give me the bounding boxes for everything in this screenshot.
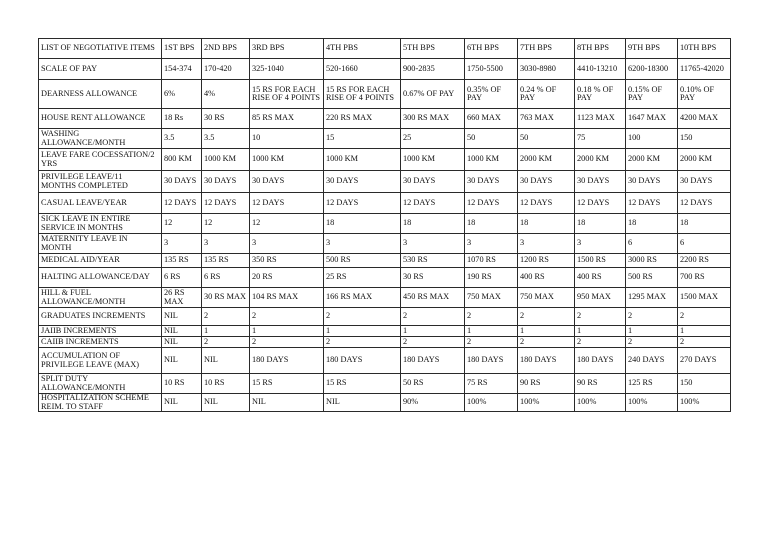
header-cell: 1ST BPS [162, 39, 202, 59]
table-cell: 12 DAYS [401, 193, 465, 214]
table-cell: 150 [678, 374, 731, 394]
table-cell: 30 DAYS [162, 171, 202, 193]
row-label: HOUSE RENT ALLOWANCE [39, 109, 162, 129]
table-cell: 15 RS FOR EACH RISE OF 4 POINTS [250, 80, 324, 109]
table-cell: 75 RS [465, 374, 518, 394]
table-row [39, 268, 731, 288]
table-cell: 1500 RS [575, 254, 626, 268]
table-cell: 1 [250, 326, 324, 337]
table-cell: 15 RS [324, 374, 401, 394]
table-cell: 240 DAYS [626, 348, 678, 374]
table-cell: 30 DAYS [202, 171, 250, 193]
table-cell: 50 [465, 129, 518, 149]
table-cell: 1 [202, 326, 250, 337]
table-cell: 100% [678, 394, 731, 412]
table-cell: 30 RS MAX [202, 288, 250, 308]
table-cell: 660 MAX [465, 109, 518, 129]
table-cell: 12 DAYS [250, 193, 324, 214]
table-cell: 180 DAYS [250, 348, 324, 374]
table-cell: 30 DAYS [518, 171, 575, 193]
table-cell: 154-374 [162, 59, 202, 80]
table-cell: 2 [401, 308, 465, 326]
table-cell: 0.67% OF PAY [401, 80, 465, 109]
table-cell: 12 [250, 214, 324, 234]
table-cell: NIL [250, 394, 324, 412]
table-cell: 220 RS MAX [324, 109, 401, 129]
table-cell: NIL [162, 394, 202, 412]
negotiated-items-table [38, 38, 731, 412]
table-cell: 26 RS MAX [162, 288, 202, 308]
table-cell: 1200 RS [518, 254, 575, 268]
table-cell: 100% [575, 394, 626, 412]
table-cell: 3 [518, 234, 575, 254]
table-cell: 170-420 [202, 59, 250, 80]
row-label: JAIIB INCREMENTS [39, 326, 162, 337]
table-cell: 3000 RS [626, 254, 678, 268]
table-cell: 2 [250, 308, 324, 326]
table-cell: 2000 KM [575, 149, 626, 171]
table-cell: 2 [626, 337, 678, 348]
table-cell: 12 DAYS [162, 193, 202, 214]
table-cell: 12 DAYS [626, 193, 678, 214]
table-cell: 3 [401, 234, 465, 254]
table-cell: 1 [465, 326, 518, 337]
table-cell: 25 [401, 129, 465, 149]
table-cell: 100% [518, 394, 575, 412]
table-cell: 4410-13210 [575, 59, 626, 80]
table-cell: 1000 KM [324, 149, 401, 171]
table-cell: 12 DAYS [324, 193, 401, 214]
table-cell: 12 DAYS [202, 193, 250, 214]
table-cell: 100% [465, 394, 518, 412]
table-cell: 500 RS [324, 254, 401, 268]
table-cell: 3 [324, 234, 401, 254]
table-cell: 2 [202, 337, 250, 348]
table-cell: 2000 KM [678, 149, 731, 171]
table-cell: 1123 MAX [575, 109, 626, 129]
table-cell: NIL [202, 394, 250, 412]
table-cell: NIL [162, 326, 202, 337]
table-row [39, 214, 731, 234]
table-cell: 1 [518, 326, 575, 337]
header-cell: 5TH BPS [401, 39, 465, 59]
table-cell: 1750-5500 [465, 59, 518, 80]
table-row [39, 374, 731, 394]
table-cell: 2 [518, 308, 575, 326]
table-cell: 30 DAYS [626, 171, 678, 193]
table-cell: 166 RS MAX [324, 288, 401, 308]
row-label: SICK LEAVE IN ENTIRE SERVICE IN MONTHS [39, 214, 162, 234]
table-cell: 300 RS MAX [401, 109, 465, 129]
table-cell: 15 RS FOR EACH RISE OF 4 POINTS [324, 80, 401, 109]
table-cell: 150 [678, 129, 731, 149]
table-cell: 520-1660 [324, 59, 401, 80]
row-label: PRIVILEGE LEAVE/11 MONTHS COMPLETED [39, 171, 162, 193]
table-cell: 0.10% OF PAY [678, 80, 731, 109]
table-cell: 1295 MAX [626, 288, 678, 308]
table-cell: 763 MAX [518, 109, 575, 129]
table-cell: 135 RS [162, 254, 202, 268]
table-row [39, 394, 731, 412]
table-cell: 0.18 % OF PAY [575, 80, 626, 109]
table-cell: 30 DAYS [401, 171, 465, 193]
table-cell: 12 DAYS [575, 193, 626, 214]
row-label: CAIIB INCREMENTS [39, 337, 162, 348]
table-cell: 1 [626, 326, 678, 337]
table-cell: 750 MAX [518, 288, 575, 308]
table-cell: 90% [401, 394, 465, 412]
table-cell: 2 [626, 308, 678, 326]
table-cell: 11765-42020 [678, 59, 731, 80]
table-row [39, 109, 731, 129]
table-cell: 3 [575, 234, 626, 254]
table-cell: 270 DAYS [678, 348, 731, 374]
table-cell: 950 MAX [575, 288, 626, 308]
row-label: SCALE OF PAY [39, 59, 162, 80]
table-cell: 6% [162, 80, 202, 109]
table-cell: 2 [518, 337, 575, 348]
table-cell: 2 [678, 337, 731, 348]
table-cell: 2 [678, 308, 731, 326]
table-row [39, 288, 731, 308]
table-cell: NIL [162, 348, 202, 374]
table-row [39, 193, 731, 214]
table-cell: 1 [324, 326, 401, 337]
table-row [39, 326, 731, 337]
table-cell: 12 DAYS [678, 193, 731, 214]
table-cell: 1 [678, 326, 731, 337]
table-cell: 530 RS [401, 254, 465, 268]
table-cell: 450 RS MAX [401, 288, 465, 308]
table-cell: 800 KM [162, 149, 202, 171]
table-cell: 12 [162, 214, 202, 234]
table-cell: 25 RS [324, 268, 401, 288]
table-cell: NIL [162, 308, 202, 326]
table-cell: 6 [678, 234, 731, 254]
table-cell: 3 [250, 234, 324, 254]
table-cell: 1070 RS [465, 254, 518, 268]
table-row [39, 234, 731, 254]
row-label: GRADUATES INCREMENTS [39, 308, 162, 326]
table-cell: 85 RS MAX [250, 109, 324, 129]
table-cell: 18 [324, 214, 401, 234]
table-body [39, 39, 731, 412]
table-row [39, 254, 731, 268]
table-row [39, 308, 731, 326]
table-cell: 0.15% OF PAY [626, 80, 678, 109]
table-cell: 1000 KM [202, 149, 250, 171]
table-cell: 900-2835 [401, 59, 465, 80]
table-cell: 180 DAYS [401, 348, 465, 374]
table-cell: 30 DAYS [465, 171, 518, 193]
table-cell: 18 [626, 214, 678, 234]
row-label: HILL & FUEL ALLOWANCE/MONTH [39, 288, 162, 308]
table-cell: 2 [575, 337, 626, 348]
table-cell: 2 [324, 337, 401, 348]
table-cell: 3.5 [202, 129, 250, 149]
table-cell: 0.35% OF PAY [465, 80, 518, 109]
table-cell: 18 [401, 214, 465, 234]
table-cell: 30 DAYS [324, 171, 401, 193]
table-cell: 1000 KM [401, 149, 465, 171]
table-cell: 12 [202, 214, 250, 234]
table-cell: 1 [401, 326, 465, 337]
table-row [39, 337, 731, 348]
table-cell: 6 RS [162, 268, 202, 288]
table-cell: 2000 KM [626, 149, 678, 171]
table-cell: 6 RS [202, 268, 250, 288]
table-cell: 180 DAYS [575, 348, 626, 374]
table-cell: 2 [401, 337, 465, 348]
table-cell: 30 RS [401, 268, 465, 288]
table-cell: 15 RS [250, 374, 324, 394]
table-cell: 6 [626, 234, 678, 254]
table-cell: 3 [162, 234, 202, 254]
header-cell: 3RD BPS [250, 39, 324, 59]
row-label: HOSPITALIZATION SCHEME REIM. TO STAFF [39, 394, 162, 412]
table-cell: 90 RS [518, 374, 575, 394]
table-cell: 12 DAYS [518, 193, 575, 214]
table-cell: 18 [678, 214, 731, 234]
table-row [39, 171, 731, 193]
table-cell: 1647 MAX [626, 109, 678, 129]
table-cell: 12 DAYS [465, 193, 518, 214]
table-cell: 2 [465, 308, 518, 326]
table-cell: 50 RS [401, 374, 465, 394]
row-label: SPLIT DUTY ALLOWANCE/MONTH [39, 374, 162, 394]
table-row [39, 129, 731, 149]
table-cell: 3 [202, 234, 250, 254]
table-cell: 2200 RS [678, 254, 731, 268]
table-cell: 400 RS [518, 268, 575, 288]
table-cell: 18 Rs [162, 109, 202, 129]
header-cell: 6TH BPS [465, 39, 518, 59]
row-label: HALTING ALLOWANCE/DAY [39, 268, 162, 288]
table-cell: 6200-18300 [626, 59, 678, 80]
table-cell: 18 [465, 214, 518, 234]
header-cell: 2ND BPS [202, 39, 250, 59]
table-cell: 400 RS [575, 268, 626, 288]
table-row [39, 59, 731, 80]
row-label: CASUAL LEAVE/YEAR [39, 193, 162, 214]
table-cell: 125 RS [626, 374, 678, 394]
table-cell: NIL [162, 337, 202, 348]
table-cell: 325-1040 [250, 59, 324, 80]
table-cell: 30 DAYS [678, 171, 731, 193]
table-cell: 2 [202, 308, 250, 326]
table-cell: 0.24 % OF PAY [518, 80, 575, 109]
table-cell: 2 [324, 308, 401, 326]
table-cell: 15 [324, 129, 401, 149]
table-cell: 3.5 [162, 129, 202, 149]
table-cell: 4% [202, 80, 250, 109]
header-cell: LIST OF NEGOTIATIVE ITEMS [39, 39, 162, 59]
table-cell: 1000 KM [250, 149, 324, 171]
table-cell: 100% [626, 394, 678, 412]
header-cell: 8TH BPS [575, 39, 626, 59]
table-row [39, 80, 731, 109]
table-cell: 1500 MAX [678, 288, 731, 308]
header-cell: 10TH BPS [678, 39, 731, 59]
table-cell: 180 DAYS [324, 348, 401, 374]
table-row [39, 348, 731, 374]
table-cell: NIL [324, 394, 401, 412]
table-cell: 2 [250, 337, 324, 348]
table-cell: 1 [575, 326, 626, 337]
header-cell: 9TH BPS [626, 39, 678, 59]
header-cell: 4TH PBS [324, 39, 401, 59]
table-cell: 10 RS [202, 374, 250, 394]
table-cell: 30 DAYS [250, 171, 324, 193]
table-cell: 750 MAX [465, 288, 518, 308]
table-cell: 104 RS MAX [250, 288, 324, 308]
table-cell: 180 DAYS [518, 348, 575, 374]
table-cell: 2 [465, 337, 518, 348]
table-cell: 4200 MAX [678, 109, 731, 129]
table-cell: 90 RS [575, 374, 626, 394]
table-cell: 100 [626, 129, 678, 149]
table-cell: NIL [202, 348, 250, 374]
row-label: WASHING ALLOWANCE/MONTH [39, 129, 162, 149]
table-cell: 180 DAYS [465, 348, 518, 374]
table-cell: 500 RS [626, 268, 678, 288]
table-cell: 75 [575, 129, 626, 149]
row-label: ACCUMULATION OF PRIVILEGE LEAVE (MAX) [39, 348, 162, 374]
table-cell: 18 [518, 214, 575, 234]
table-cell: 2 [575, 308, 626, 326]
row-label: MATERNITY LEAVE IN MONTH [39, 234, 162, 254]
table-cell: 10 RS [162, 374, 202, 394]
row-label: LEAVE FARE COCESSATION/2 YRS [39, 149, 162, 171]
table-cell: 30 RS [202, 109, 250, 129]
table-cell: 3 [465, 234, 518, 254]
table-cell: 50 [518, 129, 575, 149]
table-cell: 18 [575, 214, 626, 234]
table-cell: 30 DAYS [575, 171, 626, 193]
table-cell: 1000 KM [465, 149, 518, 171]
header-cell: 7TH BPS [518, 39, 575, 59]
table-cell: 3030-8980 [518, 59, 575, 80]
table-cell: 2000 KM [518, 149, 575, 171]
header-row [39, 39, 731, 59]
table-cell: 700 RS [678, 268, 731, 288]
table-cell: 135 RS [202, 254, 250, 268]
table-cell: 350 RS [250, 254, 324, 268]
table-cell: 10 [250, 129, 324, 149]
table-cell: 190 RS [465, 268, 518, 288]
table-cell: 20 RS [250, 268, 324, 288]
row-label: DEARNESS ALLOWANCE [39, 80, 162, 109]
table-row [39, 149, 731, 171]
row-label: MEDICAL AID/YEAR [39, 254, 162, 268]
